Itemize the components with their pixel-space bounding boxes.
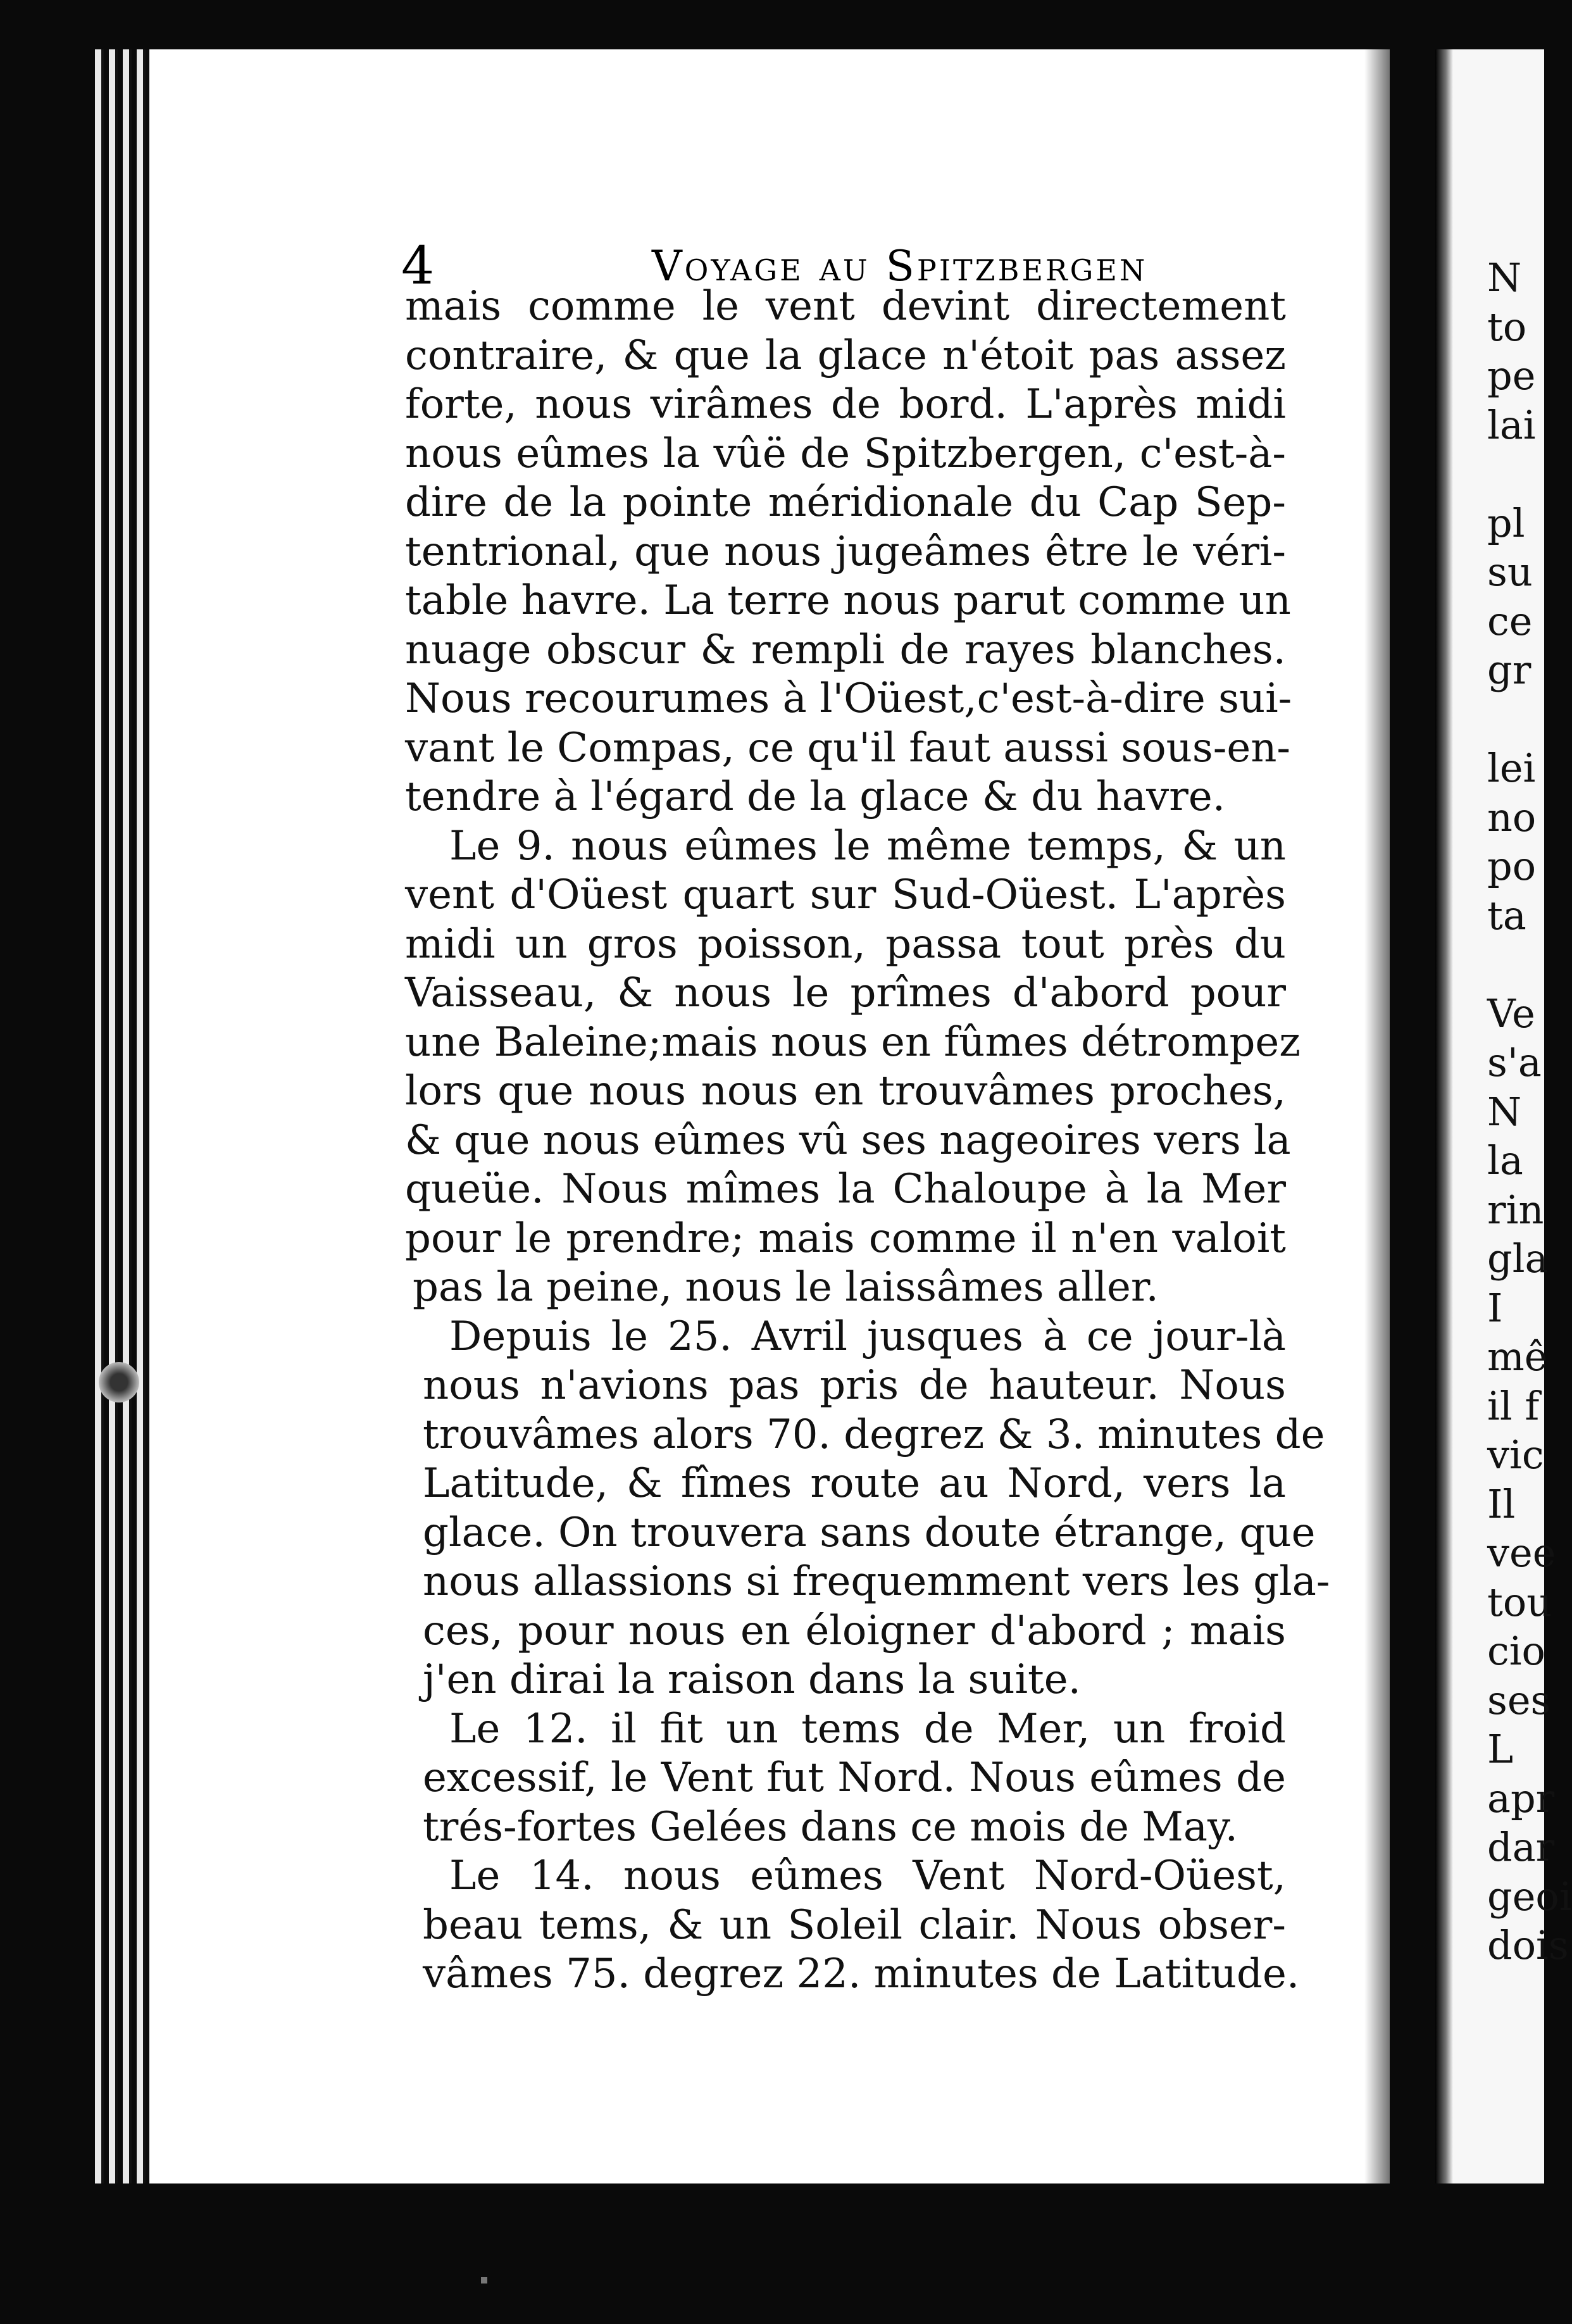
text-line: Le 12. il fit un tems de Mer, un froid: [449, 1705, 1286, 1752]
facing-line: to: [1487, 303, 1527, 350]
text-line: mais comme le vent devint directement: [405, 283, 1286, 330]
facing-line: la: [1487, 1137, 1523, 1184]
facing-line: po: [1487, 843, 1537, 889]
facing-line: lei: [1487, 745, 1536, 791]
facing-line: mê: [1487, 1334, 1548, 1380]
text-line: lors que nous nous en trouvâmes proches,: [405, 1068, 1286, 1115]
facing-line: rin: [1487, 1186, 1544, 1233]
facing-line: gla: [1487, 1235, 1549, 1282]
text-line: vâmes 75. degrez 22. minutes de Latitude.: [423, 1951, 1300, 1997]
scan-speck: [481, 2277, 487, 2283]
facing-page-text: [1487, 253, 1572, 1970]
facing-line: ce: [1487, 597, 1533, 644]
page-number: 4: [401, 236, 435, 296]
text-line: vent d'Oüest quart sur Sud-Oüest. L'après: [405, 872, 1286, 918]
text-line: tendre à l'égard de la glace & du havre.: [405, 773, 1226, 820]
facing-page-gutter: [1435, 49, 1453, 2183]
text-line: Depuis le 25. Avril jusques à ce jour-là: [449, 1313, 1286, 1360]
facing-line: geoi: [1487, 1873, 1572, 1920]
facing-line: vic: [1487, 1432, 1544, 1478]
facing-line: Ve: [1487, 990, 1535, 1037]
text-line: une Baleine;mais nous en fûmes détrompez: [405, 1018, 1301, 1066]
text-line: queüe. Nous mîmes la Chaloupe à la Mer: [405, 1166, 1286, 1213]
facing-line: I: [1487, 1284, 1503, 1331]
binding-hole-mark: [99, 1362, 139, 1403]
text-line: Le 9. nous eûmes le même temps, & un: [449, 822, 1286, 870]
text-line: pas la peine, nous le laissâmes aller.: [413, 1264, 1159, 1311]
page-gutter-shadow: [1364, 49, 1390, 2183]
facing-line: lai: [1487, 401, 1536, 448]
text-line: Le 14. nous eûmes Vent Nord-Oüest,: [449, 1852, 1286, 1899]
facing-line: dois: [1487, 1922, 1569, 1968]
facing-line: [1487, 695, 1544, 744]
body-text: [405, 282, 1330, 1999]
text-line: j'en dirai la raison dans la suite.: [423, 1656, 1081, 1703]
facing-line: su: [1487, 549, 1533, 595]
text-line: trés-fortes Gelées dans ce mois de May.: [423, 1803, 1238, 1851]
facing-line: no: [1487, 794, 1537, 840]
text-line: Vaisseau, & nous le prîmes d'abord pour: [405, 970, 1286, 1016]
facing-line: Il: [1487, 1480, 1516, 1527]
text-line: ces, pour nous en éloigner d'abord ; mais: [423, 1607, 1286, 1654]
text-line: midi un gros poisson, passa tout près du: [405, 920, 1286, 968]
facing-line: L: [1487, 1726, 1514, 1772]
facing-line: N: [1487, 254, 1522, 301]
facing-line: cio: [1487, 1628, 1545, 1674]
facing-line: apr: [1487, 1775, 1555, 1821]
page-stack-edges: [95, 49, 146, 2183]
facing-line: s'a: [1487, 1039, 1542, 1085]
text-line: forte, nous virâmes de bord. L'après midi: [405, 381, 1286, 428]
page-edge: [109, 49, 118, 2183]
facing-line: [1487, 940, 1544, 989]
facing-line: tou: [1487, 1578, 1552, 1625]
facing-line: ses: [1487, 1677, 1551, 1723]
text-line: table havre. La terre nous parut comme un: [405, 577, 1291, 624]
text-line: nous eûmes la vûë de Spitzbergen, c'est-à-: [405, 430, 1286, 477]
running-head: Voyage au Spitzbergen: [652, 242, 1148, 290]
facing-line: pe: [1487, 353, 1536, 399]
text-line: nuage obscur & rempli de rayes blanches.: [405, 626, 1286, 673]
text-line: nous n'avions pas pris de hauteur. Nous: [423, 1362, 1286, 1409]
text-line: beau tems, & un Soleil clair. Nous obser-: [423, 1901, 1286, 1949]
text-line: glace. On trouvera sans doute étrange, que: [423, 1509, 1316, 1556]
facing-line: vee: [1487, 1530, 1556, 1576]
facing-line: [1487, 449, 1544, 499]
facing-line: il f: [1487, 1382, 1540, 1429]
text-line: pour le prendre; mais comme il n'en valoit: [405, 1215, 1286, 1262]
text-line: Latitude, & fîmes route au Nord, vers la: [423, 1460, 1286, 1507]
text-line: dire de la pointe méridionale du Cap Sep-: [405, 479, 1286, 526]
page-edge: [123, 49, 132, 2183]
text-line: trouvâmes alors 70. degrez & 3. minutes de: [423, 1411, 1325, 1458]
facing-line: ta: [1487, 892, 1526, 939]
text-line: nous allassions si frequemment vers les gla-: [423, 1558, 1330, 1605]
facing-line: dar: [1487, 1824, 1555, 1870]
text-line: Nous recourumes à l'Oüest,c'est-à-dire sui-: [405, 675, 1292, 722]
page-edge: [95, 49, 104, 2183]
text-line: vant le Compas, ce qu'il faut aussi sous-en-: [405, 724, 1291, 772]
text-line: tentrional, que nous jugeâmes être le véri-: [405, 528, 1286, 575]
facing-line: gr: [1487, 647, 1531, 693]
text-line: & que nous eûmes vû ses nageoires vers la: [405, 1116, 1291, 1164]
facing-line: N: [1487, 1088, 1522, 1135]
facing-line: pl: [1487, 499, 1525, 546]
page-edge: [137, 49, 146, 2183]
text-line: contraire, & que la glace n'étoit pas assez: [405, 332, 1286, 379]
text-line: excessif, le Vent fut Nord. Nous eûmes de: [423, 1754, 1286, 1801]
